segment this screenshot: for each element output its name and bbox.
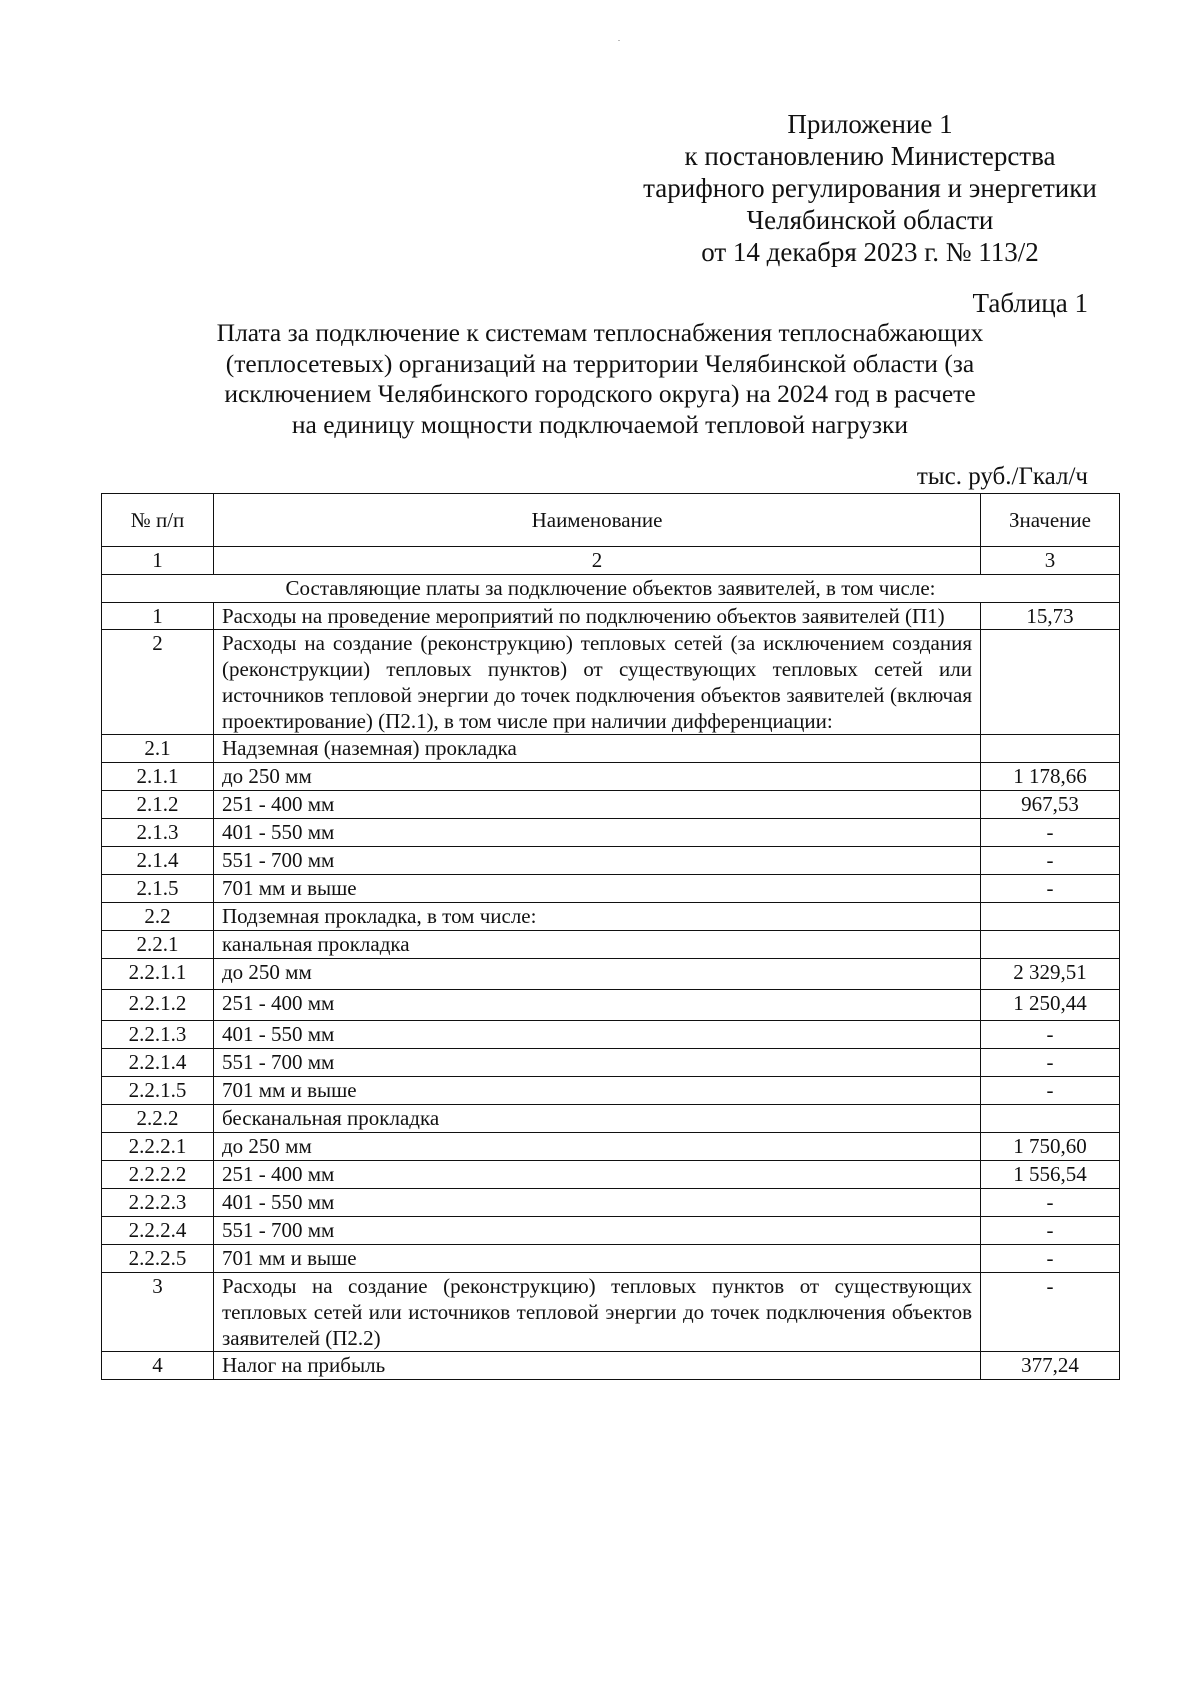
row-number: 2.1.3	[102, 819, 214, 847]
table-row	[102, 1021, 1120, 1049]
row-value: 1 178,66	[981, 763, 1120, 791]
row-name: 551 - 700 мм	[214, 1049, 981, 1077]
table-row	[102, 1245, 1120, 1273]
table-row	[102, 903, 1120, 931]
row-number: 2.2.1.4	[102, 1049, 214, 1077]
table-row	[102, 819, 1120, 847]
row-number: 1	[102, 603, 214, 630]
row-name: Надземная (наземная) прокладка	[214, 735, 981, 763]
row-number: 2.2.2.3	[102, 1189, 214, 1217]
appendix-line: тарифного регулирования и энергетики	[643, 173, 1097, 203]
row-name: Налог на прибыль	[214, 1352, 981, 1380]
tariff-table	[101, 493, 1120, 1380]
row-value	[981, 1105, 1120, 1133]
row-name: 701 мм и выше	[214, 875, 981, 903]
header-number: № п/п	[102, 494, 214, 547]
row-value: -	[981, 1273, 1120, 1352]
row-name: бесканальная прокладка	[214, 1105, 981, 1133]
document-title	[150, 318, 1050, 440]
appendix-line: к постановлению Министерства	[684, 141, 1056, 171]
row-name: канальная прокладка	[214, 931, 981, 959]
row-number: 2.1.5	[102, 875, 214, 903]
table-row	[102, 931, 1120, 959]
header-name: Наименование	[214, 494, 981, 547]
table-row	[102, 959, 1120, 990]
row-number: 2.2.1	[102, 931, 214, 959]
appendix-header	[640, 108, 1100, 268]
column-number: 1	[102, 547, 214, 575]
row-value	[981, 903, 1120, 931]
row-number: 2.1.2	[102, 791, 214, 819]
row-number: 2.2.1.2	[102, 990, 214, 1021]
table-row	[102, 603, 1120, 630]
column-number: 3	[981, 547, 1120, 575]
section-row	[102, 575, 1120, 603]
row-name: 401 - 550 мм	[214, 819, 981, 847]
row-name: Расходы на создание (реконструкцию) тепловых сетей (за исключением создания (реконструкции) тепловых пунктов) от существующих тепловых сетей или источников тепловой энергии до точек подключения объектов заявителей (включая проектирование) (П2.1), в том числе при наличии дифференциации:	[214, 630, 981, 735]
row-number: 2.2.1.1	[102, 959, 214, 990]
row-number: 2.2.2.1	[102, 1133, 214, 1161]
table-row	[102, 791, 1120, 819]
table-row	[102, 990, 1120, 1021]
column-number: 2	[214, 547, 981, 575]
row-value: 1 250,44	[981, 990, 1120, 1021]
row-number: 2.2.2.5	[102, 1245, 214, 1273]
row-value: 967,53	[981, 791, 1120, 819]
table-row	[102, 1105, 1120, 1133]
column-number-row	[102, 547, 1120, 575]
table-row	[102, 1077, 1120, 1105]
section-title: Составляющие платы за подключение объектов заявителей, в том числе:	[102, 575, 1120, 603]
table-row	[102, 1161, 1120, 1189]
row-value: -	[981, 1049, 1120, 1077]
title-line: на единицу мощности подключаемой тепловой нагрузки	[291, 409, 909, 439]
row-value: -	[981, 1189, 1120, 1217]
table-row	[102, 735, 1120, 763]
row-name: 401 - 550 мм	[214, 1189, 981, 1217]
row-name: до 250 мм	[214, 959, 981, 990]
row-number: 3	[102, 1273, 214, 1352]
row-number: 2.2.1.5	[102, 1077, 214, 1105]
row-number: 2.1.4	[102, 847, 214, 875]
row-name: 251 - 400 мм	[214, 990, 981, 1021]
title-line: (теплосетевых) организаций на территории Челябинской области (за	[225, 348, 975, 378]
row-value: 15,73	[981, 603, 1120, 630]
appendix-line: Челябинской области	[746, 205, 994, 235]
row-value: 1 556,54	[981, 1161, 1120, 1189]
row-number: 4	[102, 1352, 214, 1380]
table-row	[102, 875, 1120, 903]
table-number: Таблица 1	[972, 288, 1088, 318]
appendix-line: Приложение 1	[787, 109, 953, 139]
row-name: 251 - 400 мм	[214, 791, 981, 819]
appendix-line: от 14 декабря 2023 г. № 113/2	[701, 237, 1039, 267]
row-name: 701 мм и выше	[214, 1245, 981, 1273]
table-header-row	[102, 494, 1120, 547]
row-number: 2.2.2.2	[102, 1161, 214, 1189]
row-number: 2.1	[102, 735, 214, 763]
row-number: 2.2.2	[102, 1105, 214, 1133]
row-value: 377,24	[981, 1352, 1120, 1380]
row-value	[981, 931, 1120, 959]
units-label: тыс. руб./Гкал/ч	[916, 463, 1088, 490]
row-value: 1 750,60	[981, 1133, 1120, 1161]
row-value: -	[981, 875, 1120, 903]
table-row	[102, 1352, 1120, 1380]
row-value: -	[981, 847, 1120, 875]
row-name: 551 - 700 мм	[214, 847, 981, 875]
row-number: 2.2.1.3	[102, 1021, 214, 1049]
row-value	[981, 735, 1120, 763]
table-row	[102, 847, 1120, 875]
row-name: 701 мм и выше	[214, 1077, 981, 1105]
row-name: Расходы на создание (реконструкцию) тепловых пунктов от существующих тепловых сетей или источников тепловой энергии до точек подключения объектов заявителей (П2.2)	[214, 1273, 981, 1352]
row-name: до 250 мм	[214, 763, 981, 791]
scan-speck	[618, 40, 620, 41]
row-name: 551 - 700 мм	[214, 1217, 981, 1245]
row-value: -	[981, 1217, 1120, 1245]
table-row	[102, 1049, 1120, 1077]
row-name: 251 - 400 мм	[214, 1161, 981, 1189]
row-name: 401 - 550 мм	[214, 1021, 981, 1049]
table-row	[102, 630, 1120, 735]
title-line: исключением Челябинского городского округа) на 2024 год в расчете	[224, 379, 976, 408]
table-row	[102, 1273, 1120, 1352]
title-line: Плата за подключение к системам теплоснабжения теплоснабжающих	[216, 318, 984, 347]
row-name: Расходы на проведение мероприятий по подключению объектов заявителей (П1)	[214, 603, 981, 630]
table-row	[102, 763, 1120, 791]
row-value: 2 329,51	[981, 959, 1120, 990]
row-number: 2.2.2.4	[102, 1217, 214, 1245]
header-value: Значение	[981, 494, 1120, 547]
table-row	[102, 1133, 1120, 1161]
row-value: -	[981, 1021, 1120, 1049]
row-number: 2	[102, 630, 214, 735]
row-number: 2.2	[102, 903, 214, 931]
row-value: -	[981, 819, 1120, 847]
row-value: -	[981, 1077, 1120, 1105]
row-number: 2.1.1	[102, 763, 214, 791]
row-value	[981, 630, 1120, 735]
table-row	[102, 1189, 1120, 1217]
table-row	[102, 1217, 1120, 1245]
row-name: до 250 мм	[214, 1133, 981, 1161]
row-value: -	[981, 1245, 1120, 1273]
row-name: Подземная прокладка, в том числе:	[214, 903, 981, 931]
